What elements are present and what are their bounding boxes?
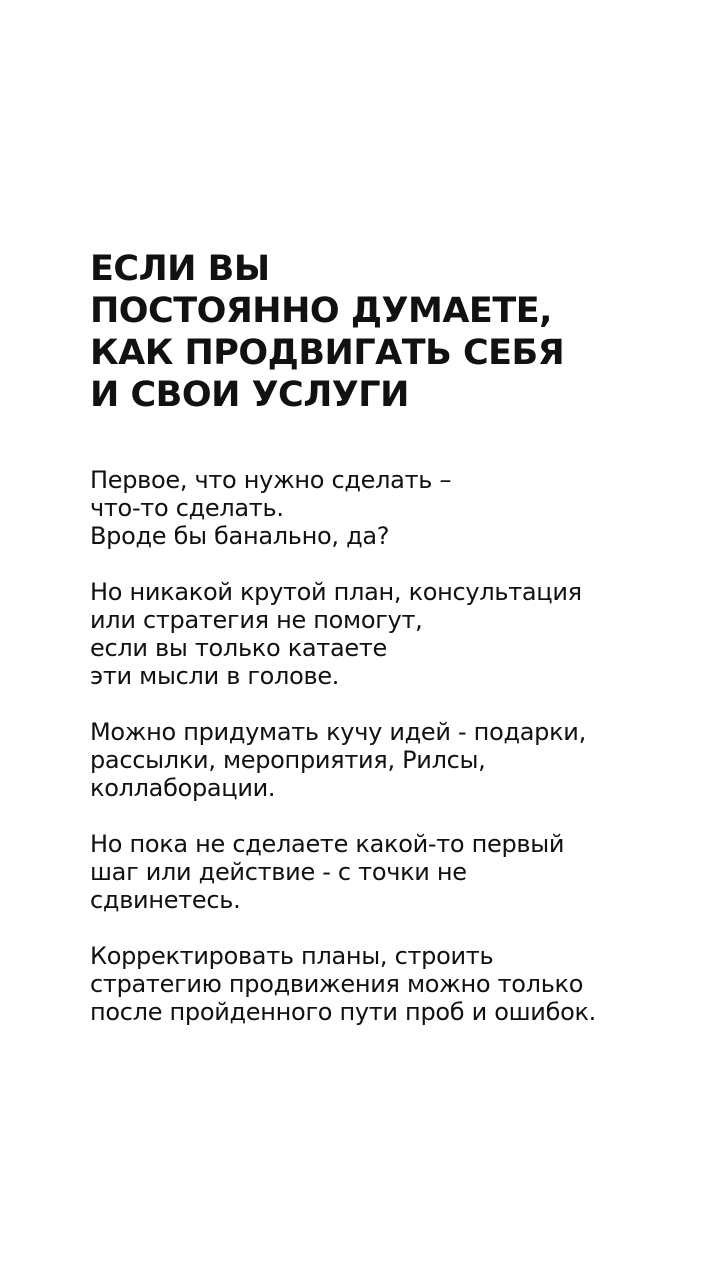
text-line: Можно придумать кучу идей - подарки,	[90, 718, 586, 746]
text-line: шаг или действие - с точки не	[90, 858, 467, 886]
paragraph-first-action	[90, 830, 690, 914]
text-line: сдвинетесь.	[90, 886, 241, 914]
page-title	[90, 248, 670, 416]
text-line: что-то сделать.	[90, 494, 284, 522]
paragraph-adjust-plans	[90, 942, 690, 1026]
body-text	[90, 466, 690, 1054]
text-line: рассылки, мероприятия, Рилсы,	[90, 746, 486, 774]
text-line: Но никакой крутой план, консультация	[90, 578, 582, 606]
paragraph-ideas	[90, 718, 690, 802]
title-line: И СВОИ УСЛУГИ	[90, 375, 409, 415]
paragraph-first-step	[90, 466, 690, 550]
title-line: ЕСЛИ ВЫ	[90, 249, 270, 289]
text-line: если вы только катаете	[90, 634, 388, 662]
title-line: КАК ПРОДВИГАТЬ СЕБЯ	[90, 333, 565, 373]
text-line: после пройденного пути проб и ошибок.	[90, 998, 596, 1026]
paragraph-no-plan-helps	[90, 578, 690, 690]
text-line: или стратегия не помогут,	[90, 606, 423, 634]
text-line: Корректировать планы, строить	[90, 942, 494, 970]
title-line: ПОСТОЯННО ДУМАЕТЕ,	[90, 291, 552, 331]
text-line: Но пока не сделаете какой-то первый	[90, 830, 565, 858]
text-line: коллаборации.	[90, 774, 276, 802]
text-line: стратегию продвижения можно только	[90, 970, 584, 998]
text-line: Вроде бы банально, да?	[90, 522, 390, 550]
text-line: Первое, что нужно сделать –	[90, 466, 452, 494]
text-line: эти мысли в голове.	[90, 662, 340, 690]
